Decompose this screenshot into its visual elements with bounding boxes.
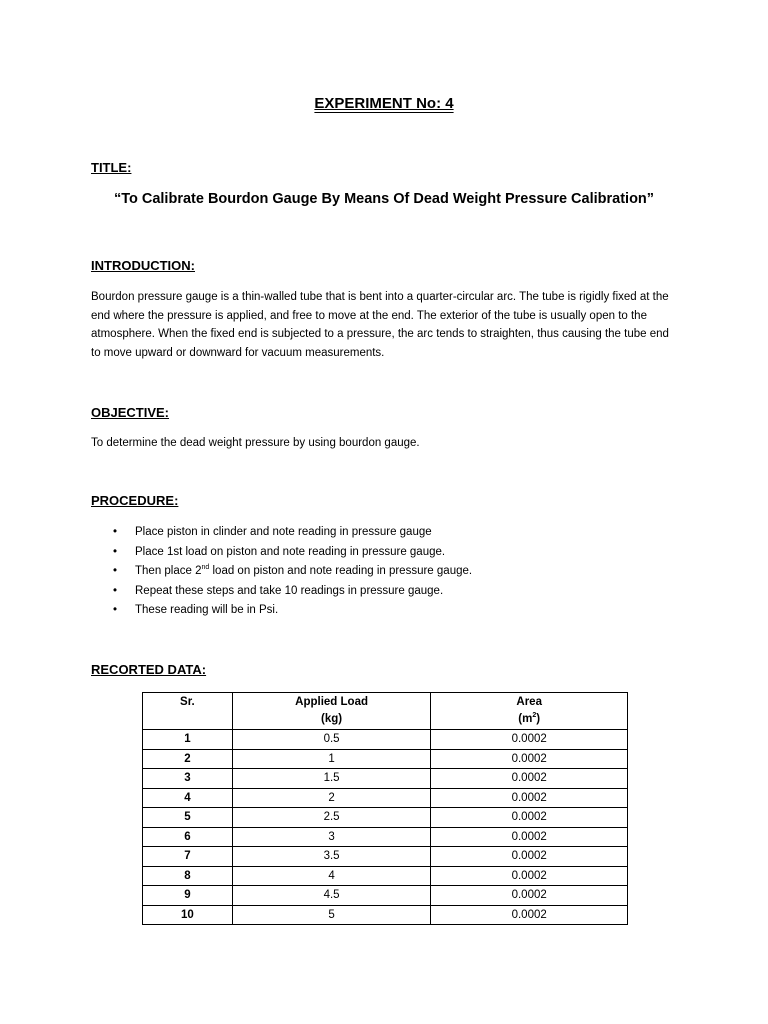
- cell-sr: 3: [143, 769, 233, 789]
- bullet-icon: •: [113, 604, 118, 616]
- title-heading: TITLE:: [91, 160, 132, 175]
- table-row: [143, 886, 628, 906]
- procedure-step: [91, 562, 472, 582]
- procedure-step: [91, 523, 472, 543]
- recorded-data-table: [142, 692, 628, 925]
- experiment-title: EXPERIMENT No: 4: [314, 95, 454, 112]
- bullet-icon: •: [113, 584, 118, 597]
- cell-area: 0.0002: [431, 886, 628, 906]
- objective-text: To determine the dead weight pressure by using bourdon gauge.: [91, 437, 420, 449]
- table-row: [143, 827, 628, 847]
- table-row: [143, 866, 628, 886]
- table-row: [143, 769, 628, 789]
- cell-sr: 1: [143, 730, 233, 750]
- header-area-label: Area: [516, 696, 542, 708]
- cell-sr: 7: [143, 847, 233, 867]
- cell-sr: 2: [143, 749, 233, 769]
- header-sr: [143, 693, 233, 730]
- bullet-icon: •: [113, 526, 118, 538]
- procedure-step-text: Repeat these steps and take 10 readings in pressure gauge.: [135, 584, 444, 597]
- header-load-label: Applied Load: [295, 696, 369, 708]
- cell-area: 0.0002: [431, 730, 628, 750]
- table-row: [143, 749, 628, 769]
- recorded-data-heading: RECORTED DATA:: [91, 662, 207, 677]
- cell-area: 0.0002: [431, 847, 628, 867]
- table-row: [143, 847, 628, 867]
- title-text: “To Calibrate Bourdon Gauge By Means Of Dead Weight Pressure Calibration”: [113, 191, 655, 207]
- header-area: [431, 693, 628, 730]
- cell-load: 0.5: [232, 730, 431, 750]
- cell-area: 0.0002: [431, 788, 628, 808]
- cell-sr: 8: [143, 866, 233, 886]
- procedure-step: [91, 543, 472, 563]
- header-load-unit: (kg): [321, 713, 343, 725]
- cell-sr: 10: [143, 905, 233, 925]
- unit-superscript: 2: [532, 712, 537, 720]
- cell-load: 2.5: [232, 808, 431, 828]
- cell-load: 1: [232, 749, 431, 769]
- procedure-step-text: These reading will be in Psi.: [135, 604, 279, 616]
- cell-area: 0.0002: [431, 808, 628, 828]
- cell-load: 4: [232, 866, 431, 886]
- procedure-step-text: [135, 565, 472, 577]
- table-body: [143, 730, 628, 925]
- table-row: [143, 788, 628, 808]
- bullet-icon: •: [113, 565, 118, 577]
- cell-load: 3: [232, 827, 431, 847]
- procedure-list: [91, 523, 472, 621]
- table-header-row: [143, 693, 628, 730]
- cell-area: 0.0002: [431, 866, 628, 886]
- cell-load: 4.5: [232, 886, 431, 906]
- table-row: [143, 730, 628, 750]
- cell-load: 5: [232, 905, 431, 925]
- unit-text: (m: [518, 713, 533, 725]
- cell-load: 3.5: [232, 847, 431, 867]
- cell-area: 0.0002: [431, 827, 628, 847]
- header-applied-load: [232, 693, 431, 730]
- objective-heading: OBJECTIVE:: [91, 405, 170, 420]
- cell-area: 0.0002: [431, 905, 628, 925]
- cell-sr: 5: [143, 808, 233, 828]
- ordinal-superscript: nd: [201, 564, 210, 572]
- step-text-part: Then place 2: [135, 565, 202, 577]
- introduction-heading: INTRODUCTION:: [91, 258, 195, 273]
- table-row: [143, 905, 628, 925]
- introduction-text: Bourdon pressure gauge is a thin-walled tube that is bent into a quarter-circular arc. The tube is rigidly fixed at the end where the pressure is applied, and free to move at the end. The exterior of the tube is usually open to the atmosphere. When the fixed end is subjected to a pressure, the arc tends to straighten, thus causing the tube end to move upward or downward for vacuum measurements.: [91, 291, 669, 359]
- step-text-part: load on piston and note reading in pressure gauge.: [209, 565, 473, 577]
- procedure-heading: PROCEDURE:: [91, 493, 179, 508]
- cell-sr: 4: [143, 788, 233, 808]
- cell-load: 1.5: [232, 769, 431, 789]
- cell-sr: 9: [143, 886, 233, 906]
- table-row: [143, 808, 628, 828]
- bullet-icon: •: [113, 545, 118, 558]
- procedure-step: [91, 582, 472, 602]
- cell-area: 0.0002: [431, 749, 628, 769]
- procedure-step-text: Place 1st load on piston and note reading in pressure gauge.: [135, 545, 446, 558]
- header-sr-text: Sr.: [180, 696, 195, 708]
- procedure-step-text: Place piston in clinder and note reading in pressure gauge: [135, 526, 432, 538]
- cell-sr: 6: [143, 827, 233, 847]
- procedure-step: [91, 601, 472, 621]
- cell-load: 2: [232, 788, 431, 808]
- cell-area: 0.0002: [431, 769, 628, 789]
- unit-text: ): [536, 713, 541, 725]
- header-area-unit: [431, 711, 627, 728]
